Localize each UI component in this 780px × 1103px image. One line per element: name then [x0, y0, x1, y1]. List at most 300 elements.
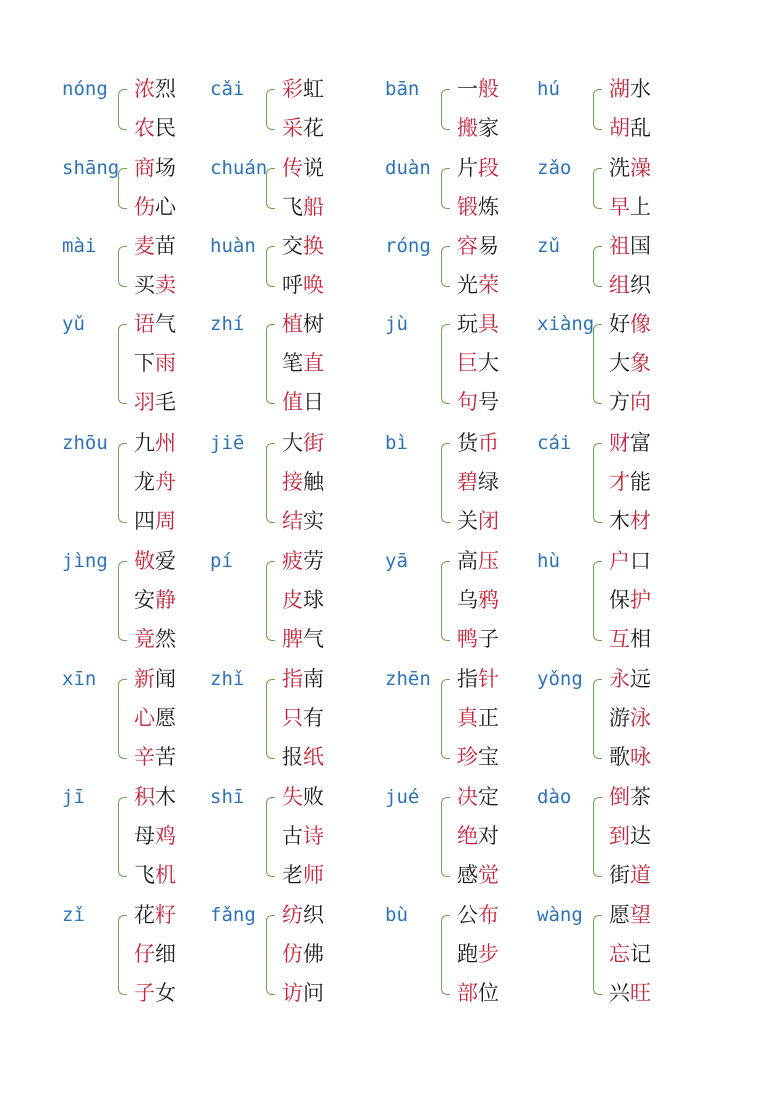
character: 树 — [303, 312, 324, 336]
character: 花 — [303, 116, 324, 140]
character: 飞 — [282, 195, 303, 219]
target-character: 搬 — [457, 116, 478, 140]
word — [457, 351, 499, 375]
character: 有 — [303, 706, 324, 730]
character: 飞 — [134, 863, 155, 887]
word — [282, 981, 324, 1005]
word — [134, 824, 176, 848]
character: 龙 — [134, 470, 155, 494]
word — [282, 273, 324, 297]
bracket-line — [441, 89, 450, 130]
word — [609, 390, 651, 414]
word — [609, 509, 651, 533]
target-character: 压 — [478, 549, 499, 573]
word — [134, 156, 176, 180]
word — [609, 942, 651, 966]
pinyin-label: xīn — [62, 668, 97, 690]
bracket-line — [593, 797, 602, 877]
word — [134, 509, 176, 533]
target-character: 皮 — [282, 588, 303, 612]
character: 保 — [609, 588, 630, 612]
pinyin-label: chuán — [210, 157, 268, 179]
bracket-line — [266, 797, 275, 877]
character: 口 — [630, 549, 651, 573]
word — [134, 667, 176, 691]
target-character: 街 — [303, 431, 324, 455]
character: 一 — [457, 77, 478, 101]
character: 游 — [609, 706, 630, 730]
word — [609, 785, 651, 809]
target-character: 布 — [478, 903, 499, 927]
character: 佛 — [303, 942, 324, 966]
target-character: 步 — [478, 942, 499, 966]
target-character: 舟 — [155, 470, 176, 494]
pinyin-label: fǎng — [210, 904, 256, 926]
target-character: 具 — [478, 312, 499, 336]
target-character: 农 — [134, 116, 155, 140]
pinyin-label: jìng — [62, 550, 108, 572]
pinyin-label: cái — [537, 432, 572, 454]
target-character: 结 — [282, 509, 303, 533]
word — [282, 234, 324, 258]
character: 对 — [478, 824, 499, 848]
word — [609, 588, 651, 612]
word — [457, 745, 499, 769]
character: 子 — [478, 627, 499, 651]
character: 公 — [457, 903, 478, 927]
character: 大 — [609, 351, 630, 375]
target-character: 值 — [282, 390, 303, 414]
target-character: 唤 — [303, 273, 324, 297]
word — [609, 627, 651, 651]
target-character: 仔 — [134, 942, 155, 966]
target-character: 才 — [609, 470, 630, 494]
bracket-line — [266, 443, 275, 523]
target-character: 珍 — [457, 745, 478, 769]
target-character: 卖 — [155, 273, 176, 297]
character: 老 — [282, 863, 303, 887]
word — [134, 549, 176, 573]
character: 兴 — [609, 981, 630, 1005]
target-character: 敬 — [134, 549, 155, 573]
character: 富 — [630, 431, 651, 455]
pinyin-label: dào — [537, 786, 572, 808]
target-character: 锻 — [457, 195, 478, 219]
target-character: 币 — [478, 431, 499, 455]
character: 报 — [282, 745, 303, 769]
bracket-line — [118, 797, 127, 877]
character: 问 — [303, 981, 324, 1005]
target-character: 到 — [609, 824, 630, 848]
word — [282, 667, 324, 691]
word — [282, 745, 324, 769]
character: 织 — [630, 273, 651, 297]
word — [457, 509, 499, 533]
character: 心 — [155, 195, 176, 219]
character: 民 — [155, 116, 176, 140]
word — [134, 470, 176, 494]
bracket-line — [441, 246, 450, 287]
bracket-line — [441, 443, 450, 523]
pinyin-label: róng — [385, 235, 431, 257]
target-character: 静 — [155, 588, 176, 612]
character: 实 — [303, 509, 324, 533]
target-character: 仿 — [282, 942, 303, 966]
target-character: 泳 — [630, 706, 651, 730]
target-character: 向 — [630, 390, 651, 414]
target-character: 永 — [609, 667, 630, 691]
target-character: 彩 — [282, 77, 303, 101]
character: 片 — [457, 156, 478, 180]
word — [457, 706, 499, 730]
pinyin-label: jué — [385, 786, 420, 808]
bracket-line — [118, 561, 127, 641]
character: 说 — [303, 156, 324, 180]
target-character: 机 — [155, 863, 176, 887]
bracket-line — [266, 246, 275, 287]
target-character: 胡 — [609, 116, 630, 140]
word — [282, 627, 324, 651]
word — [134, 351, 176, 375]
target-character: 早 — [609, 195, 630, 219]
word — [134, 706, 176, 730]
target-character: 碧 — [457, 470, 478, 494]
pinyin-label: zhēn — [385, 668, 431, 690]
word — [282, 863, 324, 887]
word — [457, 77, 499, 101]
target-character: 决 — [457, 785, 478, 809]
word — [457, 549, 499, 573]
target-character: 般 — [478, 77, 499, 101]
target-character: 户 — [609, 549, 630, 573]
word — [457, 273, 499, 297]
target-character: 心 — [134, 706, 155, 730]
character: 大 — [282, 431, 303, 455]
pinyin-label: mài — [62, 235, 97, 257]
bracket-line — [593, 89, 602, 130]
word — [282, 785, 324, 809]
target-character: 巨 — [457, 351, 478, 375]
pinyin-label: zǔ — [537, 235, 560, 257]
target-character: 纺 — [282, 903, 303, 927]
character: 笔 — [282, 351, 303, 375]
word — [609, 431, 651, 455]
bracket-line — [593, 168, 602, 209]
word — [609, 77, 651, 101]
character: 木 — [155, 785, 176, 809]
character: 达 — [630, 824, 651, 848]
pinyin-label: duàn — [385, 157, 431, 179]
character: 炼 — [478, 195, 499, 219]
character: 四 — [134, 509, 155, 533]
character: 关 — [457, 509, 478, 533]
character: 号 — [478, 390, 499, 414]
word — [609, 863, 651, 887]
word — [457, 312, 499, 336]
character: 细 — [155, 942, 176, 966]
word — [134, 627, 176, 651]
word — [609, 195, 651, 219]
bracket-line — [593, 915, 602, 995]
character: 上 — [630, 195, 651, 219]
target-character: 段 — [478, 156, 499, 180]
pinyin-label: jī — [62, 786, 85, 808]
target-character: 纸 — [303, 745, 324, 769]
character: 大 — [478, 351, 499, 375]
target-character: 直 — [303, 351, 324, 375]
character: 茶 — [630, 785, 651, 809]
word — [134, 273, 176, 297]
character: 下 — [134, 351, 155, 375]
target-character: 真 — [457, 706, 478, 730]
word — [609, 312, 651, 336]
target-character: 语 — [134, 312, 155, 336]
character: 九 — [134, 431, 155, 455]
word — [609, 273, 651, 297]
word — [282, 588, 324, 612]
bracket-line — [266, 324, 275, 404]
character: 玩 — [457, 312, 478, 336]
target-character: 忘 — [609, 942, 630, 966]
bracket-line — [593, 324, 602, 404]
bracket-line — [118, 443, 127, 523]
pinyin-label: huàn — [210, 235, 256, 257]
word — [457, 470, 499, 494]
character: 日 — [303, 390, 324, 414]
character: 易 — [478, 234, 499, 258]
target-character: 接 — [282, 470, 303, 494]
word — [282, 706, 324, 730]
word — [134, 195, 176, 219]
pinyin-label: jiē — [210, 432, 245, 454]
character: 洗 — [609, 156, 630, 180]
pinyin-label: shāng — [62, 157, 120, 179]
word — [609, 667, 651, 691]
pinyin-label: hù — [537, 550, 560, 572]
character: 感 — [457, 863, 478, 887]
character: 高 — [457, 549, 478, 573]
target-character: 组 — [609, 273, 630, 297]
character: 家 — [478, 116, 499, 140]
bracket-line — [118, 246, 127, 287]
pinyin-label: yǒng — [537, 668, 583, 690]
character: 愿 — [609, 903, 630, 927]
target-character: 只 — [282, 706, 303, 730]
character: 败 — [303, 785, 324, 809]
character: 古 — [282, 824, 303, 848]
pinyin-label: yā — [385, 550, 408, 572]
word — [134, 390, 176, 414]
word — [609, 156, 651, 180]
word — [457, 195, 499, 219]
character: 宝 — [478, 745, 499, 769]
bracket-line — [593, 246, 602, 287]
word — [134, 981, 176, 1005]
target-character: 新 — [134, 667, 155, 691]
word — [282, 156, 324, 180]
character: 乌 — [457, 588, 478, 612]
character: 花 — [134, 903, 155, 927]
target-character: 象 — [630, 351, 651, 375]
target-character: 伤 — [134, 195, 155, 219]
word — [457, 390, 499, 414]
character: 乱 — [630, 116, 651, 140]
word — [282, 195, 324, 219]
target-character: 鸡 — [155, 824, 176, 848]
bracket-line — [593, 443, 602, 523]
pinyin-label: zǎo — [537, 157, 572, 179]
character: 烈 — [155, 77, 176, 101]
target-character: 鸦 — [478, 588, 499, 612]
target-character: 籽 — [155, 903, 176, 927]
target-character: 像 — [630, 312, 651, 336]
pinyin-label: hú — [537, 78, 560, 100]
bracket-line — [266, 561, 275, 641]
word — [609, 549, 651, 573]
target-character: 绝 — [457, 824, 478, 848]
bracket-line — [266, 168, 275, 209]
character: 指 — [457, 667, 478, 691]
word — [609, 706, 651, 730]
target-character: 辛 — [134, 745, 155, 769]
pinyin-label: yǔ — [62, 313, 85, 335]
bracket-line — [118, 915, 127, 995]
word — [457, 156, 499, 180]
target-character: 诗 — [303, 824, 324, 848]
word — [134, 863, 176, 887]
character: 正 — [478, 706, 499, 730]
target-character: 鸭 — [457, 627, 478, 651]
character: 光 — [457, 273, 478, 297]
target-character: 湖 — [609, 77, 630, 101]
character: 位 — [478, 981, 499, 1005]
bracket-line — [441, 324, 450, 404]
target-character: 浓 — [134, 77, 155, 101]
pinyin-label: bù — [385, 904, 408, 926]
bracket-line — [441, 561, 450, 641]
target-character: 失 — [282, 785, 303, 809]
target-character: 传 — [282, 156, 303, 180]
target-character: 雨 — [155, 351, 176, 375]
word — [457, 667, 499, 691]
word — [609, 470, 651, 494]
character: 母 — [134, 824, 155, 848]
word — [134, 431, 176, 455]
character: 然 — [155, 627, 176, 651]
target-character: 望 — [630, 903, 651, 927]
target-character: 部 — [457, 981, 478, 1005]
word — [282, 312, 324, 336]
pinyin-label: shī — [210, 786, 245, 808]
character: 苦 — [155, 745, 176, 769]
word — [609, 981, 651, 1005]
target-character: 竟 — [134, 627, 155, 651]
bracket-line — [441, 915, 450, 995]
pinyin-label: zǐ — [62, 904, 85, 926]
character: 球 — [303, 588, 324, 612]
word — [134, 942, 176, 966]
word — [134, 116, 176, 140]
character: 虹 — [303, 77, 324, 101]
word — [457, 234, 499, 258]
target-character: 容 — [457, 234, 478, 258]
character: 好 — [609, 312, 630, 336]
target-character: 澡 — [630, 156, 651, 180]
target-character: 财 — [609, 431, 630, 455]
character: 街 — [609, 863, 630, 887]
target-character: 商 — [134, 156, 155, 180]
target-character: 闭 — [478, 509, 499, 533]
word — [134, 745, 176, 769]
target-character: 麦 — [134, 234, 155, 258]
bracket-line — [593, 561, 602, 641]
bracket-line — [441, 168, 450, 209]
word — [134, 77, 176, 101]
target-character: 材 — [630, 509, 651, 533]
pinyin-label: jù — [385, 313, 408, 335]
pinyin-label: pí — [210, 550, 233, 572]
character: 气 — [155, 312, 176, 336]
word — [282, 470, 324, 494]
character: 爱 — [155, 549, 176, 573]
character: 南 — [303, 667, 324, 691]
word — [282, 509, 324, 533]
character: 货 — [457, 431, 478, 455]
word — [282, 903, 324, 927]
character: 木 — [609, 509, 630, 533]
character: 织 — [303, 903, 324, 927]
character: 呼 — [282, 273, 303, 297]
word — [457, 981, 499, 1005]
character: 场 — [155, 156, 176, 180]
pinyin-label: zhōu — [62, 432, 108, 454]
character: 女 — [155, 981, 176, 1005]
target-character: 植 — [282, 312, 303, 336]
target-character: 船 — [303, 195, 324, 219]
target-character: 道 — [630, 863, 651, 887]
target-character: 觉 — [478, 863, 499, 887]
word — [282, 431, 324, 455]
character: 安 — [134, 588, 155, 612]
word — [134, 903, 176, 927]
pinyin-label: nóng — [62, 78, 108, 100]
bracket-line — [593, 679, 602, 759]
word — [282, 390, 324, 414]
bracket-line — [118, 168, 127, 209]
target-character: 祖 — [609, 234, 630, 258]
target-character: 疲 — [282, 549, 303, 573]
pinyin-label: wàng — [537, 904, 583, 926]
character: 远 — [630, 667, 651, 691]
bracket-line — [266, 915, 275, 995]
character: 触 — [303, 470, 324, 494]
word — [282, 116, 324, 140]
target-character: 荣 — [478, 273, 499, 297]
pinyin-label: bān — [385, 78, 420, 100]
pinyin-label: xiàng — [537, 313, 595, 335]
target-character: 咏 — [630, 745, 651, 769]
word — [282, 77, 324, 101]
word — [609, 116, 651, 140]
character: 歌 — [609, 745, 630, 769]
target-character: 羽 — [134, 390, 155, 414]
target-character: 互 — [609, 627, 630, 651]
character: 记 — [630, 942, 651, 966]
word — [457, 824, 499, 848]
bracket-line — [118, 89, 127, 130]
word — [134, 234, 176, 258]
character: 闻 — [155, 667, 176, 691]
